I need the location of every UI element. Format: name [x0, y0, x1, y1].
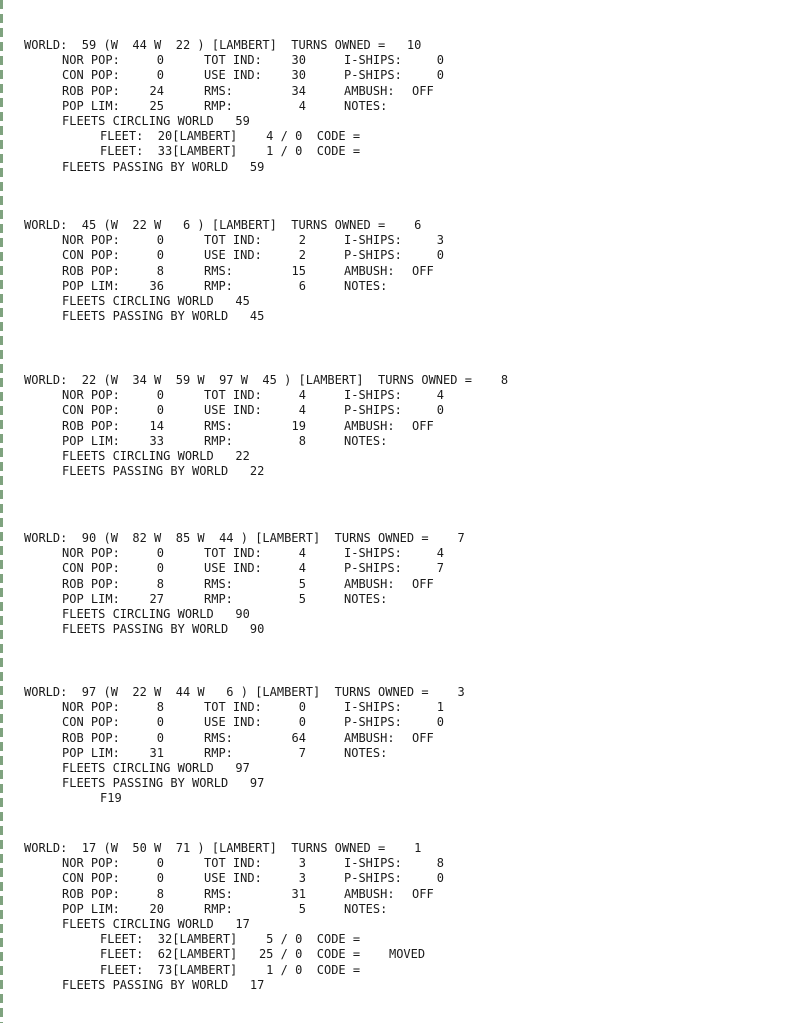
tot-ind-label: TOT IND:: [204, 388, 262, 402]
ambush-label: AMBUSH:: [344, 264, 395, 278]
pop-lim-label: POP LIM:: [62, 434, 120, 448]
stat-row: [0, 700, 800, 714]
fleets-passing-line: FLEETS PASSING BY WORLD 45: [62, 309, 265, 323]
rmp-label: RMP:: [204, 279, 233, 293]
pop-lim-value: 33: [149, 434, 164, 448]
notes-label: NOTES:: [344, 279, 388, 293]
tot-ind-label: TOT IND:: [204, 546, 262, 560]
con-pop-value: 0: [156, 68, 164, 82]
nor-pop-value: 0: [156, 856, 164, 870]
world-header: WORLD: 22 (W 34 W 59 W 97 W 45 ) [LAMBERT] TURNS OWNED = 8: [24, 373, 509, 387]
stat-row: [0, 902, 800, 916]
fleet-entry: FLEET: 73[LAMBERT] 1 / 0 CODE =: [100, 963, 361, 977]
rob-pop-label: ROB POP:: [62, 84, 120, 98]
rmp-label: RMP:: [204, 902, 233, 916]
stat-row: [0, 434, 800, 448]
ambush-value: OFF: [412, 84, 434, 98]
p-ships-label: P-SHIPS:: [344, 403, 402, 417]
i-ships-label: I-SHIPS:: [344, 856, 402, 870]
world-header: WORLD: 45 (W 22 W 6 ) [LAMBERT] TURNS OWNED = 6: [24, 218, 422, 232]
rob-pop-value: 14: [149, 419, 164, 433]
p-ships-value: 0: [436, 871, 444, 885]
rms-label: RMS:: [204, 577, 233, 591]
tot-ind-value: 0: [298, 700, 306, 714]
page-number: F19: [100, 791, 122, 805]
nor-pop-label: NOR POP:: [62, 53, 120, 67]
fleet-entry: FLEET: 62[LAMBERT] 25 / 0 CODE = MOVED: [100, 947, 426, 961]
use-ind-value: 0: [298, 715, 306, 729]
use-ind-value: 3: [298, 871, 306, 885]
use-ind-label: USE IND:: [204, 403, 262, 417]
rob-pop-value: 8: [156, 577, 164, 591]
rmp-label: RMP:: [204, 434, 233, 448]
ambush-value: OFF: [412, 731, 434, 745]
use-ind-label: USE IND:: [204, 871, 262, 885]
rmp-value: 7: [298, 746, 306, 760]
i-ships-label: I-SHIPS:: [344, 53, 402, 67]
fleets-circling-line: FLEETS CIRCLING WORLD 22: [62, 449, 250, 463]
i-ships-value: 3: [436, 233, 444, 247]
p-ships-label: P-SHIPS:: [344, 561, 402, 575]
use-ind-label: USE IND:: [204, 715, 262, 729]
ambush-value: OFF: [412, 264, 434, 278]
stat-row: [0, 388, 800, 402]
con-pop-value: 0: [156, 715, 164, 729]
stat-row: [0, 248, 800, 262]
rmp-value: 4: [298, 99, 306, 113]
rms-label: RMS:: [204, 887, 233, 901]
fleets-passing-line: FLEETS PASSING BY WORLD 22: [62, 464, 265, 478]
rms-value: 15: [291, 264, 306, 278]
tot-ind-value: 30: [291, 53, 306, 67]
con-pop-value: 0: [156, 561, 164, 575]
pop-lim-label: POP LIM:: [62, 279, 120, 293]
fleets-circling-line: FLEETS CIRCLING WORLD 97: [62, 761, 250, 775]
stat-row: [0, 746, 800, 760]
ambush-label: AMBUSH:: [344, 887, 395, 901]
tot-ind-value: 2: [298, 233, 306, 247]
use-ind-label: USE IND:: [204, 68, 262, 82]
fleets-circling-line: FLEETS CIRCLING WORLD 59: [62, 114, 250, 128]
use-ind-value: 4: [298, 561, 306, 575]
con-pop-value: 0: [156, 403, 164, 417]
pop-lim-label: POP LIM:: [62, 99, 120, 113]
rob-pop-value: 24: [149, 84, 164, 98]
world-header: WORLD: 59 (W 44 W 22 ) [LAMBERT] TURNS OWNED = 10: [24, 38, 422, 52]
fleets-passing-line: FLEETS PASSING BY WORLD 17: [62, 978, 265, 992]
stat-row: [0, 577, 800, 591]
fleets-circling-line: FLEETS CIRCLING WORLD 17: [62, 917, 250, 931]
rob-pop-value: 8: [156, 887, 164, 901]
fleets-circling-line: FLEETS CIRCLING WORLD 90: [62, 607, 250, 621]
pop-lim-label: POP LIM:: [62, 746, 120, 760]
ambush-value: OFF: [412, 887, 434, 901]
stat-row: [0, 419, 800, 433]
rmp-label: RMP:: [204, 99, 233, 113]
p-ships-value: 0: [436, 68, 444, 82]
stat-row: [0, 887, 800, 901]
ambush-label: AMBUSH:: [344, 419, 395, 433]
p-ships-value: 0: [436, 248, 444, 262]
stat-row: [0, 279, 800, 293]
stat-row: [0, 233, 800, 247]
fleets-passing-line: FLEETS PASSING BY WORLD 97: [62, 776, 265, 790]
rmp-value: 6: [298, 279, 306, 293]
tot-ind-value: 4: [298, 546, 306, 560]
nor-pop-value: 0: [156, 53, 164, 67]
i-ships-value: 4: [436, 546, 444, 560]
notes-label: NOTES:: [344, 99, 388, 113]
ambush-label: AMBUSH:: [344, 84, 395, 98]
world-header: WORLD: 17 (W 50 W 71 ) [LAMBERT] TURNS OWNED = 1: [24, 841, 422, 855]
rob-pop-value: 0: [156, 731, 164, 745]
rob-pop-label: ROB POP:: [62, 887, 120, 901]
stat-row: [0, 264, 800, 278]
fleet-entry: FLEET: 32[LAMBERT] 5 / 0 CODE =: [100, 932, 361, 946]
nor-pop-value: 0: [156, 546, 164, 560]
stat-row: [0, 84, 800, 98]
rms-label: RMS:: [204, 84, 233, 98]
i-ships-label: I-SHIPS:: [344, 233, 402, 247]
con-pop-label: CON POP:: [62, 715, 120, 729]
rms-value: 34: [291, 84, 306, 98]
fleet-entry: FLEET: 33[LAMBERT] 1 / 0 CODE =: [100, 144, 361, 158]
ambush-label: AMBUSH:: [344, 577, 395, 591]
stat-row: [0, 68, 800, 82]
fleets-passing-line: FLEETS PASSING BY WORLD 90: [62, 622, 265, 636]
stat-row: [0, 561, 800, 575]
nor-pop-label: NOR POP:: [62, 388, 120, 402]
rob-pop-label: ROB POP:: [62, 264, 120, 278]
p-ships-value: 0: [436, 715, 444, 729]
i-ships-label: I-SHIPS:: [344, 700, 402, 714]
i-ships-label: I-SHIPS:: [344, 546, 402, 560]
rob-pop-label: ROB POP:: [62, 577, 120, 591]
fleets-circling-line: FLEETS CIRCLING WORLD 45: [62, 294, 250, 308]
i-ships-value: 8: [436, 856, 444, 870]
tot-ind-value: 3: [298, 856, 306, 870]
fleets-passing-line: FLEETS PASSING BY WORLD 59: [62, 160, 265, 174]
con-pop-value: 0: [156, 871, 164, 885]
nor-pop-label: NOR POP:: [62, 856, 120, 870]
con-pop-label: CON POP:: [62, 248, 120, 262]
notes-label: NOTES:: [344, 592, 388, 606]
rob-pop-value: 8: [156, 264, 164, 278]
pop-lim-value: 20: [149, 902, 164, 916]
p-ships-value: 7: [436, 561, 444, 575]
pop-lim-label: POP LIM:: [62, 902, 120, 916]
stat-row: [0, 731, 800, 745]
nor-pop-value: 8: [156, 700, 164, 714]
nor-pop-value: 0: [156, 388, 164, 402]
stat-row: [0, 856, 800, 870]
use-ind-label: USE IND:: [204, 561, 262, 575]
rob-pop-label: ROB POP:: [62, 731, 120, 745]
use-ind-value: 30: [291, 68, 306, 82]
nor-pop-label: NOR POP:: [62, 700, 120, 714]
tot-ind-label: TOT IND:: [204, 53, 262, 67]
con-pop-label: CON POP:: [62, 403, 120, 417]
rms-value: 31: [291, 887, 306, 901]
pop-lim-value: 31: [149, 746, 164, 760]
nor-pop-label: NOR POP:: [62, 233, 120, 247]
world-header: WORLD: 97 (W 22 W 44 W 6 ) [LAMBERT] TURNS OWNED = 3: [24, 685, 465, 699]
rms-label: RMS:: [204, 419, 233, 433]
notes-label: NOTES:: [344, 434, 388, 448]
con-pop-label: CON POP:: [62, 68, 120, 82]
use-ind-value: 4: [298, 403, 306, 417]
stat-row: [0, 546, 800, 560]
rms-value: 5: [298, 577, 306, 591]
stat-row: [0, 99, 800, 113]
i-ships-value: 1: [436, 700, 444, 714]
stat-row: [0, 592, 800, 606]
rms-label: RMS:: [204, 264, 233, 278]
rmp-value: 5: [298, 902, 306, 916]
p-ships-label: P-SHIPS:: [344, 68, 402, 82]
p-ships-label: P-SHIPS:: [344, 871, 402, 885]
world-header: WORLD: 90 (W 82 W 85 W 44 ) [LAMBERT] TURNS OWNED = 7: [24, 531, 465, 545]
rob-pop-label: ROB POP:: [62, 419, 120, 433]
notes-label: NOTES:: [344, 746, 388, 760]
rmp-label: RMP:: [204, 592, 233, 606]
rms-value: 19: [291, 419, 306, 433]
pop-lim-value: 25: [149, 99, 164, 113]
rmp-value: 5: [298, 592, 306, 606]
i-ships-value: 4: [436, 388, 444, 402]
fleet-entry: FLEET: 20[LAMBERT] 4 / 0 CODE =: [100, 129, 361, 143]
tot-ind-label: TOT IND:: [204, 700, 262, 714]
use-ind-value: 2: [298, 248, 306, 262]
ambush-label: AMBUSH:: [344, 731, 395, 745]
notes-label: NOTES:: [344, 902, 388, 916]
ambush-value: OFF: [412, 419, 434, 433]
i-ships-label: I-SHIPS:: [344, 388, 402, 402]
p-ships-label: P-SHIPS:: [344, 248, 402, 262]
tot-ind-label: TOT IND:: [204, 233, 262, 247]
tot-ind-label: TOT IND:: [204, 856, 262, 870]
stat-row: [0, 871, 800, 885]
stat-row: [0, 53, 800, 67]
nor-pop-value: 0: [156, 233, 164, 247]
rmp-label: RMP:: [204, 746, 233, 760]
rms-value: 64: [291, 731, 306, 745]
stat-row: [0, 715, 800, 729]
nor-pop-label: NOR POP:: [62, 546, 120, 560]
rmp-value: 8: [298, 434, 306, 448]
use-ind-label: USE IND:: [204, 248, 262, 262]
pop-lim-value: 36: [149, 279, 164, 293]
p-ships-label: P-SHIPS:: [344, 715, 402, 729]
p-ships-value: 0: [436, 403, 444, 417]
con-pop-label: CON POP:: [62, 871, 120, 885]
con-pop-label: CON POP:: [62, 561, 120, 575]
pop-lim-label: POP LIM:: [62, 592, 120, 606]
ambush-value: OFF: [412, 577, 434, 591]
i-ships-value: 0: [436, 53, 444, 67]
stat-row: [0, 403, 800, 417]
rms-label: RMS:: [204, 731, 233, 745]
con-pop-value: 0: [156, 248, 164, 262]
tot-ind-value: 4: [298, 388, 306, 402]
pop-lim-value: 27: [149, 592, 164, 606]
